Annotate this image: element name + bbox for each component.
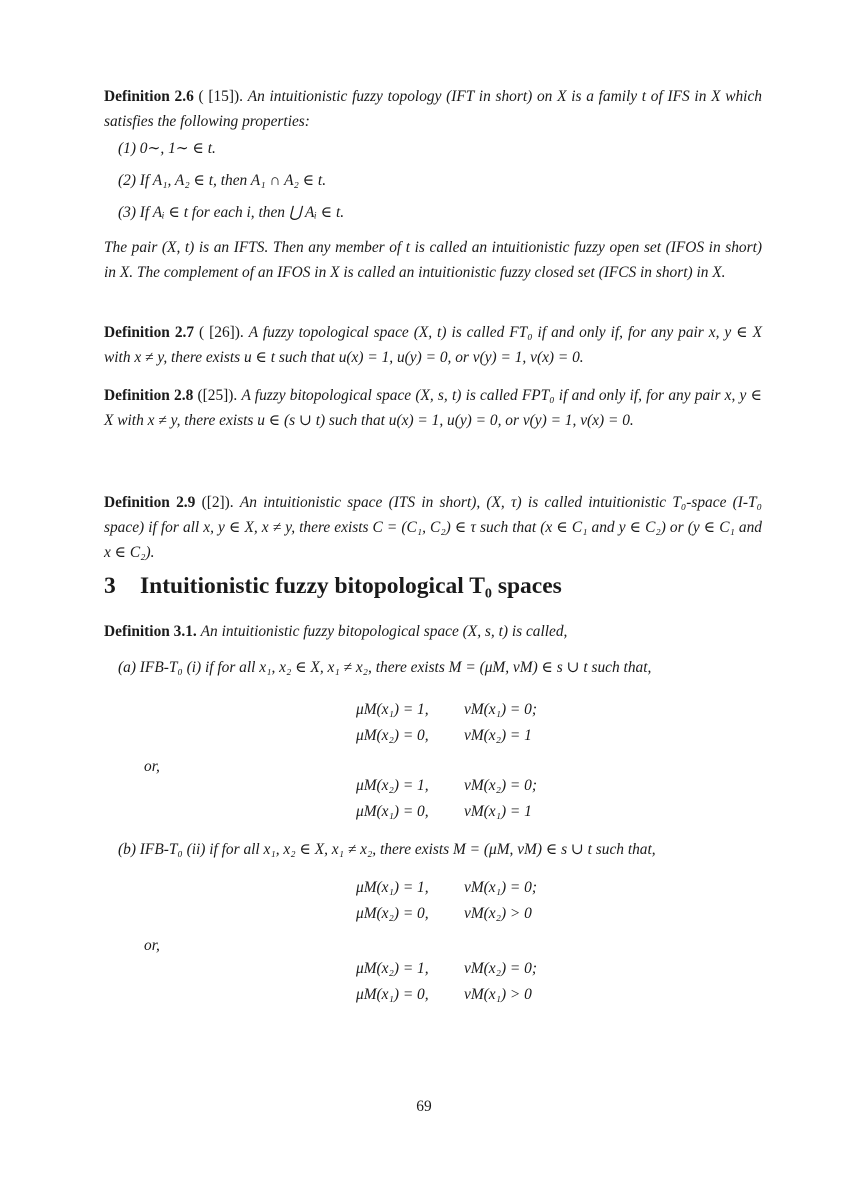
definition-heading: Definition 3.1. (104, 623, 197, 640)
equation-line: μM(x₁) = 0, νM(x₁) > 0 (356, 986, 532, 1003)
condition-a: (a) IFB-T₀ (i) if for all x₁, x₂ ∈ X, x₁ ≠ x₂, there exists M = (μM, νM) ∈ s ∪ t such that, (118, 659, 652, 676)
citation: ([2]). (195, 494, 234, 511)
page-number: 69 (416, 1098, 432, 1115)
equation-line: μM(x₂) = 1, νM(x₂) = 0; (356, 960, 537, 977)
definition-3-1 (104, 619, 762, 644)
citation: ( [26]). (194, 324, 244, 341)
equation-block (356, 697, 537, 749)
equation-line: μM(x₂) = 0, νM(x₂) = 1 (356, 727, 532, 744)
section-heading (104, 570, 562, 602)
citation: ([25]). (193, 387, 238, 404)
property-item: (1) 0∼, 1∼ ∈ t. (118, 140, 216, 157)
definition-text: An intuitionistic fuzzy bitopological space (X, s, t) is called, (200, 623, 568, 640)
definition-text: An intuitionistic space (ITS in short), (X, τ) is called intuitionistic T₀-space (I-T₀ space) if for all x, y ∈ X, x ≠ y, there exists C = (C₁, C₂) ∈ τ such that (x ∈ C₁ and y ∈ C₂) or (y ∈ C₁ and x ∈ C₂). (104, 494, 762, 561)
definition-2-7 (104, 320, 762, 370)
definition-heading: Definition 2.8 (104, 387, 194, 404)
equation-line: μM(x₂) = 0, νM(x₂) > 0 (356, 905, 532, 922)
section-number: 3 (104, 573, 116, 599)
equation-line: μM(x₁) = 1, νM(x₁) = 0; (356, 879, 537, 896)
property-item: (2) If A₁, A₂ ∈ t, then A₁ ∩ A₂ ∈ t. (118, 172, 327, 189)
equation-block (356, 956, 537, 1008)
equation-block (356, 773, 537, 825)
equation-line: μM(x₂) = 1, νM(x₂) = 0; (356, 777, 537, 794)
definition-heading: Definition 2.9 (104, 494, 196, 511)
definition-text: An intuitionistic fuzzy topology (IFT in short) on X is a family t of IFS in X which satisfies the following properties: (104, 88, 762, 130)
condition-b: (b) IFB-T₀ (ii) if for all x₁, x₂ ∈ X, x₁ ≠ x₂, there exists M = (μM, νM) ∈ s ∪ t such that, (118, 841, 656, 858)
definition-2-9 (104, 490, 762, 565)
citation: ( [15]). (193, 88, 243, 105)
definition-heading: Definition 2.6 (104, 88, 194, 105)
definition-heading: Definition 2.7 (104, 324, 195, 341)
definition-text: A fuzzy bitopological space (X, s, t) is called FPT₀ if and only if, for any pair x, y ∈ X with x ≠ y, there exists u ∈ (s ∪ t) such that u(x) = 1, u(y) = 0, or v(y) = 1, v(x) = 0. (104, 387, 762, 429)
equation-line: μM(x₁) = 1, νM(x₁) = 0; (356, 701, 537, 718)
definition-2-8 (104, 383, 762, 433)
section-title: Intuitionistic fuzzy bitopological T₀ spaces (140, 573, 562, 599)
or-label: or, (144, 758, 160, 775)
equation-line: μM(x₁) = 0, νM(x₁) = 1 (356, 803, 532, 820)
equation-block (356, 875, 537, 927)
definition-text: A fuzzy topological space (X, t) is called FT₀ if and only if, for any pair x, y ∈ X with x ≠ y, there exists u ∈ t such that u(x) = 1, u(y) = 0, or v(y) = 1, v(x) = 0. (104, 324, 762, 366)
definition-2-6 (104, 84, 762, 134)
or-label: or, (144, 937, 160, 954)
property-item: (3) If Aᵢ ∈ t for each i, then ⋃ Aᵢ ∈ t. (118, 204, 345, 221)
definition-2-6-continuation: The pair (X, t) is an IFTS. Then any member of t is called an intuitionistic fuzzy open set (IFOS in short) in X. The complement of an IFOS in X is called an intuitionistic fuzzy closed set (IFCS in short) in X. (104, 239, 762, 281)
